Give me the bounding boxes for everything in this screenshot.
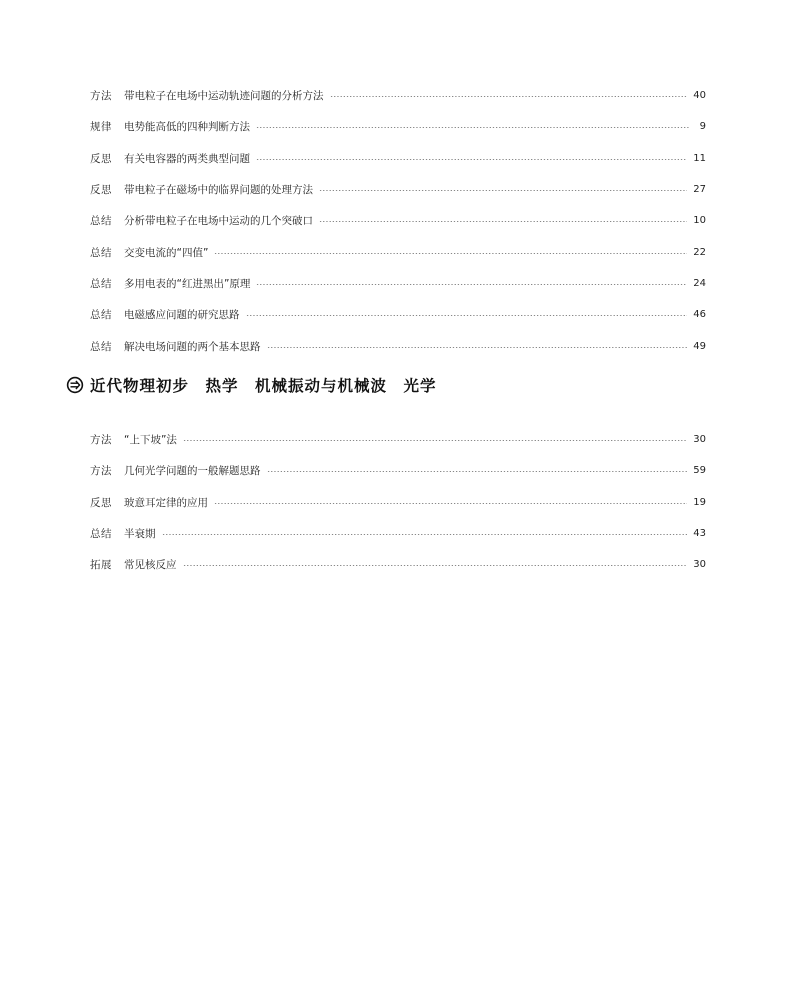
entry-title: 常见核反应: [124, 559, 177, 572]
entry-tag: 规律: [90, 121, 112, 134]
entry-page: 11: [693, 152, 706, 164]
entry-page: 24: [693, 277, 706, 289]
leader-dots: [256, 284, 687, 285]
entry-title: 带电粒子在电场中运动轨迹问题的分析方法: [124, 90, 324, 103]
entry-title: 有关电容器的两类典型问题: [124, 152, 250, 165]
entry-tag: 反思: [90, 152, 112, 165]
leader-dots: [319, 190, 687, 191]
entry-tag: 总结: [90, 309, 112, 322]
leader-dots: [267, 347, 688, 348]
entry-tag: 总结: [90, 215, 112, 228]
toc-entry[interactable]: [90, 268, 706, 299]
toc-entry[interactable]: [90, 299, 706, 330]
entry-title: 电势能高低的四种判断方法: [124, 121, 250, 134]
leader-dots: [267, 471, 688, 472]
entry-page: 59: [693, 465, 706, 477]
entry-title: 半衰期: [124, 528, 156, 541]
entry-tag: 反思: [90, 496, 112, 509]
entry-title: 交变电流的“四值”: [124, 246, 209, 259]
entry-page: 30: [693, 559, 706, 571]
entry-title: 多用电表的“红进黑出”原理: [124, 277, 251, 290]
entry-title: 电磁感应问题的研究思路: [124, 309, 240, 322]
toc-entry[interactable]: [90, 111, 706, 142]
leader-dots: [214, 253, 687, 254]
toc-entry[interactable]: [90, 80, 706, 111]
leader-dots: [246, 315, 688, 316]
entry-tag: 反思: [90, 184, 112, 197]
toc-entry[interactable]: [90, 487, 706, 518]
toc-entry[interactable]: [90, 205, 706, 236]
toc-entry[interactable]: [90, 518, 706, 549]
entry-tag: 拓展: [90, 559, 112, 572]
entry-page: 40: [693, 90, 706, 102]
entry-tag: 总结: [90, 277, 112, 290]
entry-title: 几何光学问题的一般解题思路: [124, 465, 261, 478]
entry-page: 10: [693, 215, 706, 227]
toc-entry[interactable]: [90, 424, 706, 455]
toc-entry[interactable]: [90, 143, 706, 174]
toc-entry[interactable]: [90, 236, 706, 267]
entry-title: 带电粒子在磁场中的临界问题的处理方法: [124, 184, 313, 197]
entry-page: 9: [699, 121, 706, 133]
entry-tag: 方法: [90, 90, 112, 103]
leader-dots: [183, 440, 687, 441]
entry-tag: 总结: [90, 528, 112, 541]
toc-entry[interactable]: [90, 455, 706, 486]
entry-page: 19: [693, 496, 706, 508]
entry-tag: 方法: [90, 434, 112, 447]
entry-title: “上下坡”法: [124, 434, 177, 447]
section-heading: [66, 374, 437, 396]
entry-page: 30: [693, 434, 706, 446]
leader-dots: [256, 127, 690, 128]
arrow-circle-icon: [66, 376, 84, 394]
leader-dots: [319, 221, 687, 222]
leader-dots: [214, 503, 687, 504]
entry-page: 46: [693, 309, 706, 321]
section-title: 近代物理初步 热学 机械振动与机械波 光学: [90, 377, 437, 395]
entry-tag: 总结: [90, 340, 112, 353]
entry-title: 分析带电粒子在电场中运动的几个突破口: [124, 215, 313, 228]
leader-dots: [330, 96, 688, 97]
toc-group-modern-physics: [90, 424, 706, 580]
entry-title: 玻意耳定律的应用: [124, 496, 208, 509]
entry-page: 43: [693, 528, 706, 540]
toc-entry[interactable]: [90, 330, 706, 361]
toc-group-electricity: [90, 80, 706, 362]
entry-page: 27: [693, 184, 706, 196]
leader-dots: [256, 159, 687, 160]
entry-tag: 方法: [90, 465, 112, 478]
toc-entry[interactable]: [90, 174, 706, 205]
entry-page: 22: [693, 246, 706, 258]
entry-title: 解决电场问题的两个基本思路: [124, 340, 261, 353]
entry-tag: 总结: [90, 246, 112, 259]
toc-entry[interactable]: [90, 549, 706, 580]
leader-dots: [162, 534, 688, 535]
leader-dots: [183, 565, 688, 566]
entry-page: 49: [693, 340, 706, 352]
